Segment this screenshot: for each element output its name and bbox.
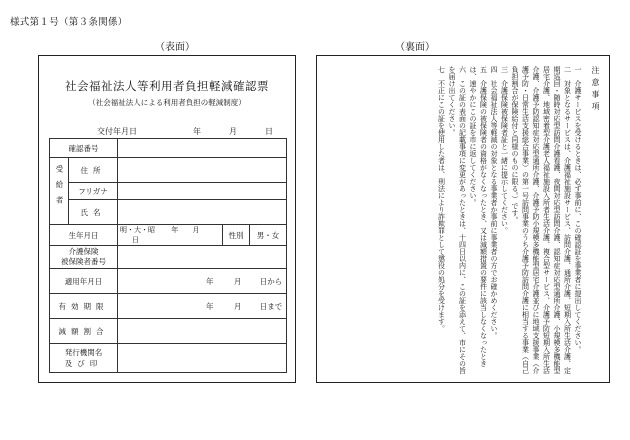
reduction-rate-value[interactable] <box>118 319 287 344</box>
furigana-label: フリガナ <box>69 183 118 200</box>
issue-day-label: 日 <box>265 127 273 136</box>
valid-until-row <box>50 294 287 319</box>
furigana-row <box>50 183 287 200</box>
note-item: 五 介護保険の被保険者の資格がなくなったとき、又は減額措置の要件に該当しなくなったときは、速やかにこの証を市に返してください。 <box>469 66 488 367</box>
apply-date-row <box>50 269 287 294</box>
notes-title: 注意事項 <box>591 66 600 114</box>
name-value[interactable] <box>118 200 287 225</box>
note-item: 三 介護保険被保険者証と一緒に提示してください。 <box>500 66 509 234</box>
insured-no-label: 介護保険 被保険者番号 <box>50 246 118 269</box>
front-heading: （表面） <box>155 42 195 53</box>
cert-no-value[interactable] <box>118 139 287 158</box>
valid-until-label: 有効期限 <box>50 294 118 319</box>
birthdate-row <box>50 225 287 246</box>
cert-no-row <box>50 139 287 158</box>
certificate-form <box>49 138 287 373</box>
form-number: 様式第１号（第３条関係） <box>10 17 128 28</box>
reduction-rate-row <box>50 319 287 344</box>
valid-until-value[interactable]: 年 月 日まで <box>118 294 287 319</box>
back-card <box>316 55 610 383</box>
note-item: 六 この証の表面の記載事項に変更があったときは、十四日以内に、この証を添えて、市にその旨を届け出てください。 <box>448 66 467 374</box>
birthdate-value[interactable]: 明・大・昭 年 月 日 <box>118 225 223 246</box>
furigana-value[interactable] <box>118 183 287 200</box>
apply-date-value[interactable]: 年 月 日から <box>118 269 287 294</box>
document-title: 社会福祉法人等利用者負担軽減確認票 <box>65 79 269 93</box>
note-item: 一 介護サービスを受けるときは、必ず事前に、この確認証を事業者に提出してください。 <box>574 66 582 353</box>
address-label: 住所 <box>69 158 118 183</box>
document-subtitle: （社会福祉法人による利用者負担の軽減制度） <box>88 98 246 107</box>
cert-no-label: 確認番号 <box>50 139 118 158</box>
issue-date-label: 交付年月日 <box>97 127 137 136</box>
name-row <box>50 200 287 225</box>
back-heading: （裏面） <box>395 42 435 53</box>
issuer-value[interactable] <box>118 344 287 373</box>
name-label: 氏名 <box>69 200 118 225</box>
front-card <box>38 55 296 383</box>
issue-month-label: 月 <box>229 127 237 136</box>
address-row <box>50 158 287 183</box>
recipient-label: 受給者 <box>50 158 69 225</box>
issue-year-label: 年 <box>193 127 201 136</box>
insured-no-value[interactable] <box>118 246 287 269</box>
issuer-row <box>50 344 287 373</box>
address-value[interactable] <box>118 158 287 183</box>
note-item: 七 不正にこの証を使用した者は、刑法により詐欺罪として懲役の処分を受けます。 <box>437 66 446 332</box>
birthdate-label: 生年月日 <box>50 225 118 246</box>
gender-label: 性別 <box>223 225 250 246</box>
notes-list <box>321 66 583 374</box>
note-item: 四 社会福祉法人等軽減の対象となる事業者か事前に事業者の方でお確かめください。 <box>490 66 498 339</box>
apply-date-label: 適用年月日 <box>50 269 118 294</box>
issuer-label: 発行機関名 及び印 <box>50 344 118 373</box>
insured-no-row <box>50 246 287 269</box>
reduction-rate-label: 減額割合 <box>50 319 118 344</box>
note-item: 二 対象となるサービスは、介護福祉施設サービス、訪問介護、通所介護、短期入所生活介護、定期巡回・随時対応型訪問介護看護、夜間対応型訪問介護、認知症対応型通所介護、小規模多機能型居宅介護、地域密着型介護老人福祉施設入所者生活介護、複合型サービス、介護予防短期入所生活介護、介護予防認知症対応型通所介護、介護予防小規模多機能型居宅介護並びに地域支援事業（介護予防・日常生活支援総合事業）の第一号訪問事業のうち介護予防訪問介護に相当する事業（自己負担割合が保険給付と同様のものに限る。）です。 <box>511 66 572 374</box>
gender-options[interactable]: 男・女 <box>250 225 287 246</box>
